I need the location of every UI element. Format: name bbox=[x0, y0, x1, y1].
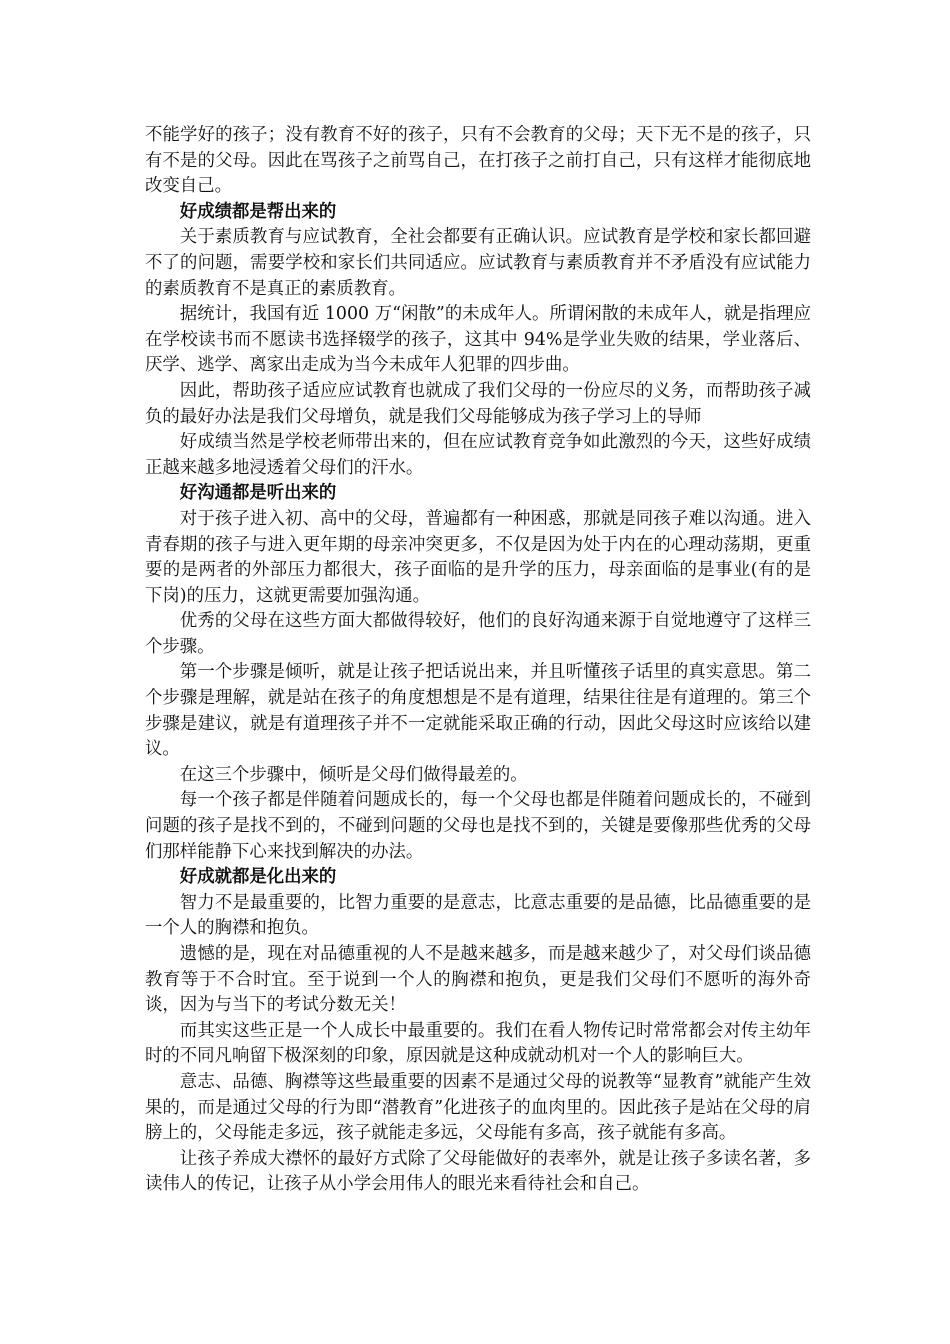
paragraph: 每一个孩子都是伴随着问题成长的，每一个父母也都是伴随着问题成长的，不碰到问题的孩子是找不到的，不碰到问题的父母也是找不到的，关键是要像那些优秀的父母们那样能静下心来找到解决的办法。 bbox=[145, 790, 811, 862]
intro-paragraph: 不能学好的孩子；没有教育不好的孩子，只有不会教育的父母；天下无不是的孩子，只有不是的父母。因此在骂孩子之前骂自己，在打孩子之前打自己，只有这样才能彻底地改变自己。 bbox=[145, 125, 811, 197]
paragraph: 对于孩子进入初、高中的父母，普遍都有一种困惑，那就是同孩子难以沟通。进入青春期的孩子与进入更年期的母亲冲突更多，不仅是因为处于内在的心理动荡期，更重要的是两者的外部压力都很大，孩子面临的是升学的压力，母亲面临的是事业(有的是下岗)的压力，这就更需要加强沟通。 bbox=[145, 508, 811, 606]
paragraph: 因此，帮助孩子适应应试教育也就成了我们父母的一份应尽的义务，而帮助孩子减负的最好办法是我们父母增负，就是我们父母能够成为孩子学习上的导师 bbox=[145, 380, 811, 427]
paragraph: 好成绩当然是学校老师带出来的，但在应试教育竞争如此激烈的今天，这些好成绩正越来越多地浸透着父母们的汗水。 bbox=[145, 432, 811, 478]
section-heading-communication: 好沟通都是听出来的 bbox=[179, 483, 337, 504]
paragraph: 让孩子养成大襟怀的最好方式除了父母能做好的表率外，就是让孩子多读名著，多读伟人的传记，让孩子从小学会用伟人的眼光来看待社会和自己。 bbox=[145, 1148, 811, 1195]
section-heading-grades: 好成绩都是帮出来的 bbox=[179, 201, 337, 222]
paragraph: 据统计，我国有近 1000 万“闲散”的未成年人。所谓闲散的未成年人，就是指理应在学校读书而不愿读书选择辍学的孩子，这其中 94%是学业失败的结果，学业落后、厌学、逃学、离家出走成为当今未成年人犯罪的四步曲。 bbox=[145, 304, 811, 376]
paragraph: 第一个步骤是倾听，就是让孩子把话说出来，并且听懂孩子话里的真实意思。第二个步骤是理解，就是站在孩子的角度想想是不是有道理，结果往往是有道理的。第三个步骤是建议，就是有道理孩子并不一定就能采取正确的行动，因此父母这时应该给以建议。 bbox=[145, 662, 811, 760]
paragraph: 遗憾的是，现在对品德重视的人不是越来越多，而是越来越少了，对父母们谈品德教育等于不合时宜。至于说到一个人的胸襟和抱负，更是我们父母们不愿听的海外奇谈，因为与当下的考试分数无关！ bbox=[145, 944, 811, 1016]
paragraph: 关于素质教育与应试教育，全社会都要有正确认识。应试教育是学校和家长都回避不了的问题，需要学校和家长们共同适应。应试教育与素质教育并不矛盾没有应试能力的素质教育不是真正的素质教育。 bbox=[145, 227, 811, 299]
document-body bbox=[145, 123, 811, 1198]
paragraph: 在这三个步骤中，倾听是父母们做得最差的。 bbox=[179, 764, 528, 785]
section-heading-achievement: 好成就都是化出来的 bbox=[179, 867, 337, 888]
paragraph: 意志、品德、胸襟等这些最重要的因素不是通过父母的说教等“显教育”就能产生效果的，而是通过父母的行为即“潜教育”化进孩子的血肉里的。因此孩子是站在父母的肩膀上的，父母能走多远，孩子就能走多远，父母能有多高，孩子就能有多高。 bbox=[145, 1071, 811, 1144]
paragraph: 智力不是最重要的，比智力重要的是意志，比意志重要的是品德，比品德重要的是一个人的胸襟和抱负。 bbox=[145, 892, 811, 939]
paragraph: 优秀的父母在这些方面大都做得较好，他们的良好沟通来源于自觉地遵守了这样三个步骤。 bbox=[145, 611, 811, 657]
paragraph: 而其实这些正是一个人成长中最重要的。我们在看人物传记时常常都会对传主幼年时的不同凡响留下极深刻的印象，原因就是这种成就动机对一个人的影响巨大。 bbox=[145, 1020, 811, 1067]
